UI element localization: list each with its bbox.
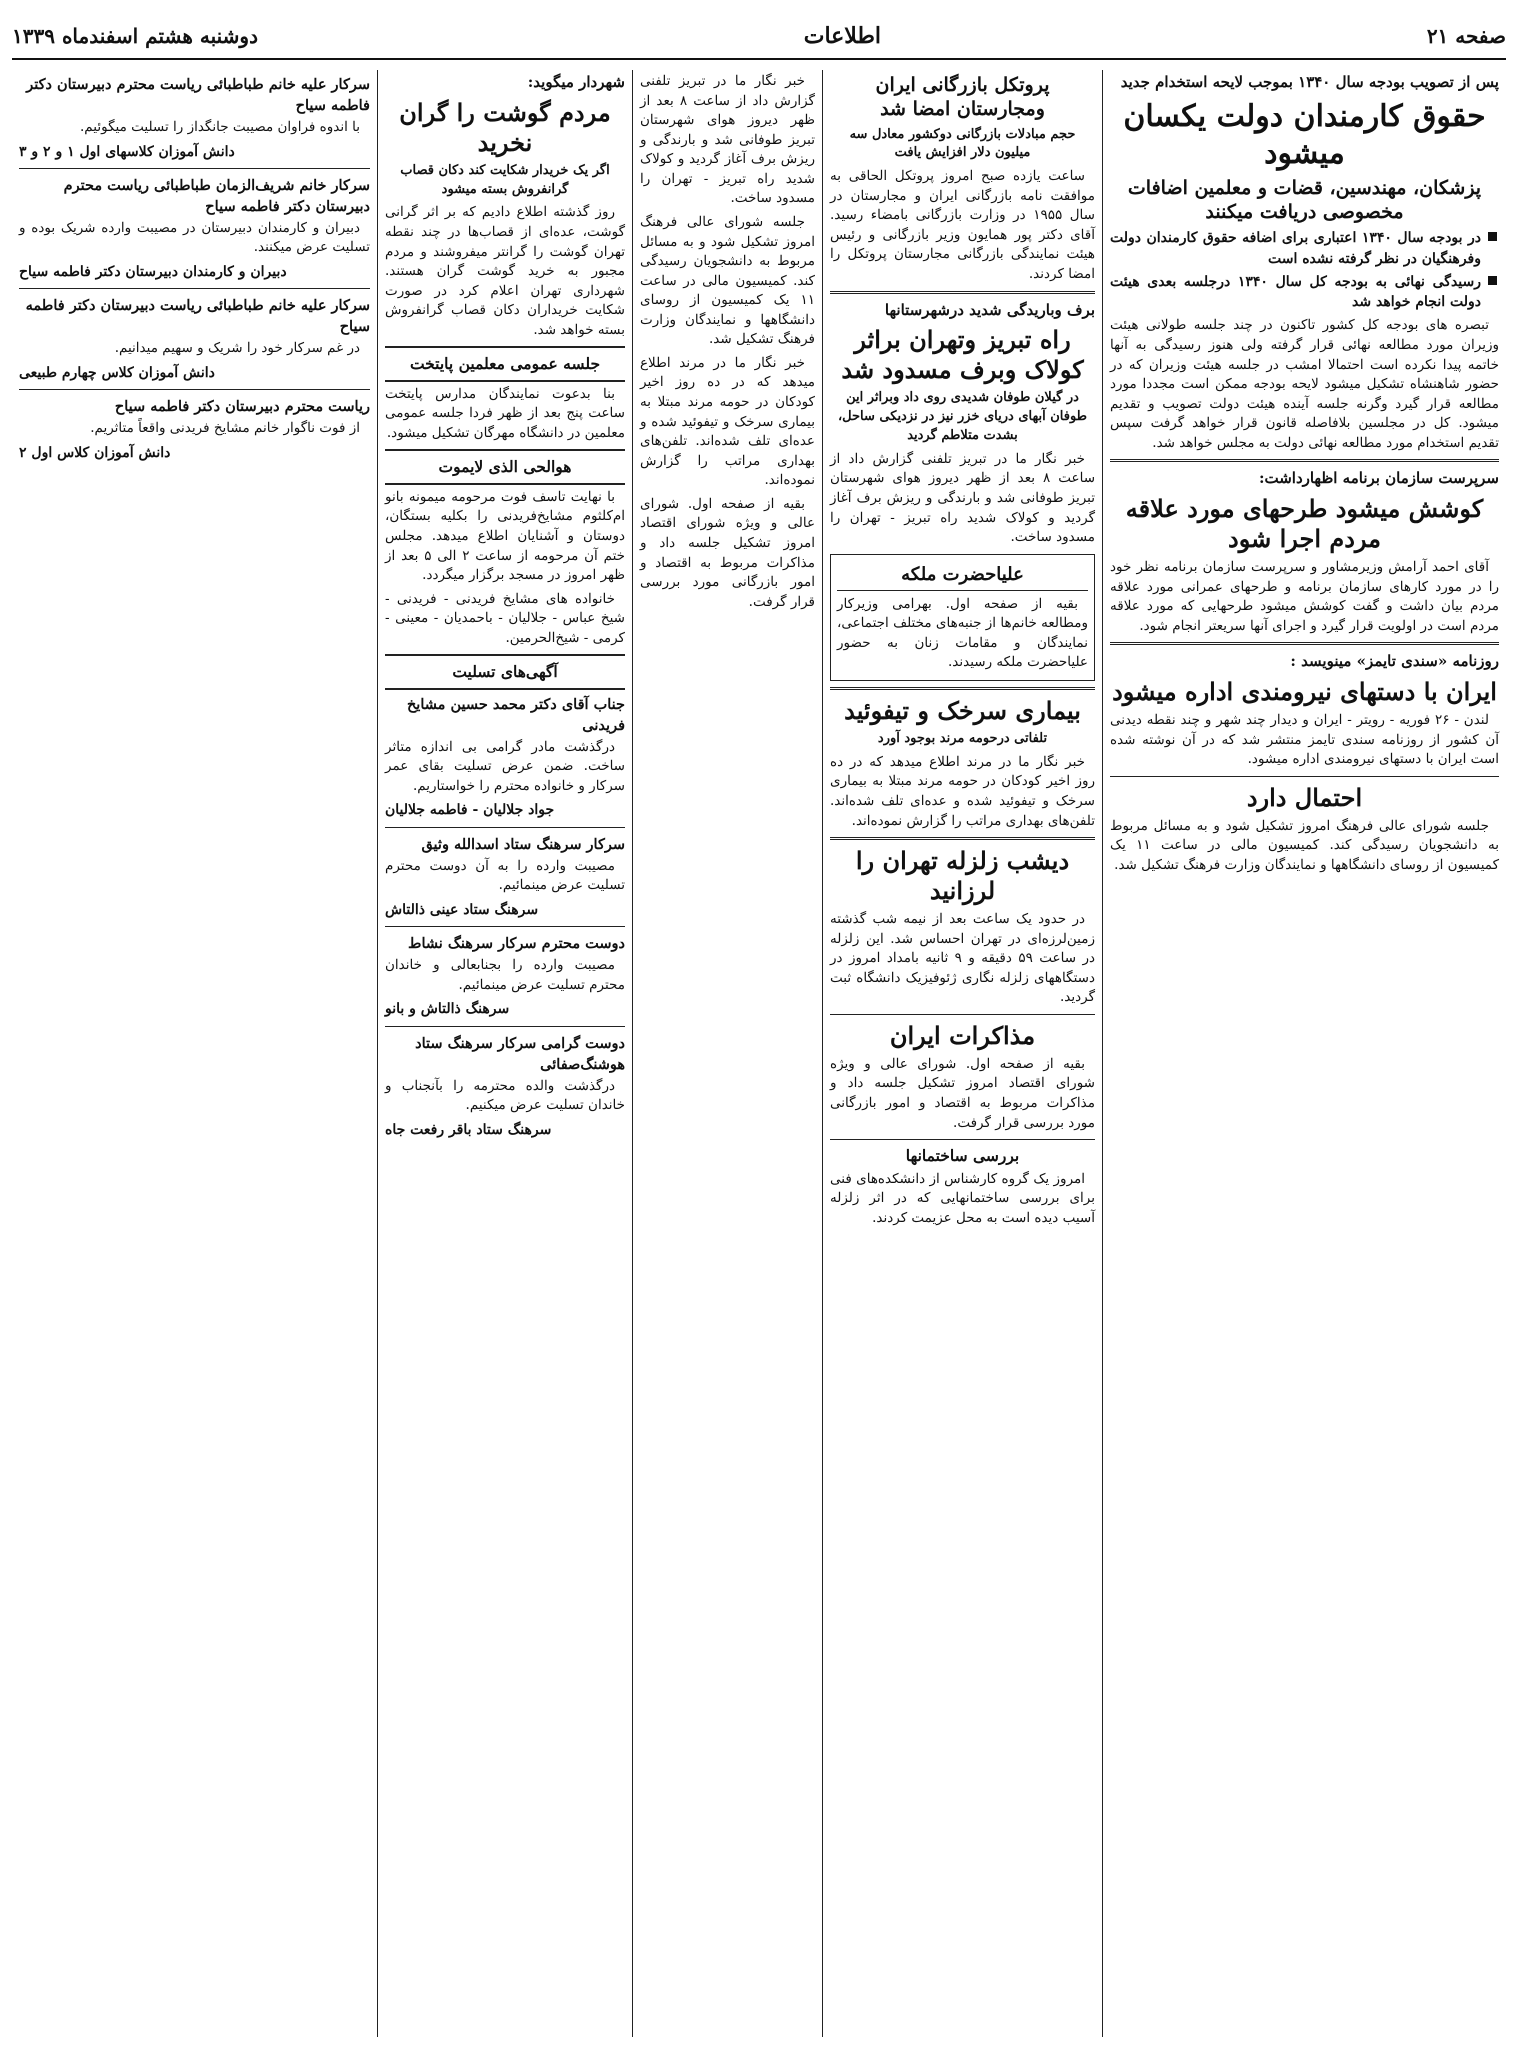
divider [385,1026,625,1027]
condolence-notice [385,694,625,821]
condolence-body: مصیبت وارده را به آن دوست محترم تسلیت عرض مینمائیم. [385,857,625,894]
buildings-headline: بررسی ساختمانها [905,1146,1020,1166]
condolence-body: با اندوه فراوان مصیبت جانگداز را تسلیت میگوئیم. [79,119,360,136]
planning-kicker: سرپرست سازمان برنامه اظهارداشت: [1258,469,1499,488]
column-lead-story [1102,70,1506,2037]
divider [19,168,370,169]
condolence-signature: سرهنگ ذالتاش و بانو [385,1001,510,1018]
continuation-text: خبر نگار ما در تبریز تلفنی گزارش داد از ساعت ۸ بعد از ظهر دیروز هوای شهرستان تبریز طوفانی شد و بارندگی و ریزش برف آغاز گردید و کولاک شدید راه تبریز - تهران را مسدود ساخت. [640,73,815,207]
times-body: لندن - ۲۶ فوریه - رویتر - ایران و دیدار چند شهر و چند نقطه دیدنی آن کشور از روزنامه سندی تایمز منتشر شد که در آن نوشته شده است ایران با دستهای نیرومندی اداره میشود. [1110,712,1499,768]
divider [830,837,1095,840]
snow-kicker: برف وباریدگی شدید درشهرستانها [884,300,1095,319]
probable-body: جلسه شورای عالی فرهنگ امروز تشکیل شود و به مسائل مربوط به دانشجویان رسیدگی کند. کمیسیون مالی در ساعت ۱۱ یک کمیسیون از روسای دانشگاهها و نمایندگان وزارت فرهنگ تشکیل شد. [1110,817,1499,873]
times-kicker: روزنامه «سندی تایمز» مینویسد : [1290,652,1499,671]
condolence-title: سرکار علیه خانم طباطبائی ریاست دبیرستان دکتر فاطمه سیاح [25,297,370,336]
condolence-body: درگذشت والده محترمه را بآنجناب و خاندان تسلیت عرض میکنیم. [385,1077,625,1114]
condolence-notice [19,396,370,463]
condolence-title: سرکار خانم شریف‌الزمان طباطبائی ریاست محترم دبیرستان دکتر فاطمه سیاح [63,176,370,215]
teachers-meeting-body: بنا بدعوت نمایندگان مدارس پایتخت ساعت پنج بعد از ظهر فردا جلسه عمومی معلمین در دانشگاه مهرگان تشکیل میشود. [385,385,625,441]
continuation-text-2: جلسه شورای عالی فرهنگ امروز تشکیل شود و به مسائل مربوط به دانشجویان رسیدگی کند. کمیسیون مالی در ساعت ۱۱ یک کمیسیون از روسای دانشگاهها و نمایندگان وزارت فرهنگ تشکیل شد. [640,213,815,348]
condolence-signature: جواد جلالیان - فاطمه جلالیان [385,802,555,819]
lead-bullets [1110,228,1499,312]
condolence-heading: آگهی‌های تسلیت [452,662,558,682]
condolence-notice [19,295,370,383]
measles-body: خبر نگار ما در مرند اطلاع میدهد که در ده روز اخیر کودکان در حومه مرند مبتلا به بیماری سرخک و تیفوئید شده و عده‌ای تلف شده‌اند. تلفن‌های بهداری مراتب را گزارش نموده‌اند. [830,753,1095,829]
page-number: صفحه ۲۱ [1426,24,1506,48]
planning-body: آقای احمد آرامش وزیرمشاور و سرپرست سازمان برنامه نظر خود را در مورد کارهای سازمان برنامه و طرحهای عمرانی مورد علاقه مردم بیان داشت و گفت کوشش میشود طرحهایی که مورد علاقه مردم است در اولویت قرار گیرد و اجرای آنها سریعتر انجام شود. [1110,559,1499,634]
condolence-notice [385,933,625,1019]
snow-body: خبر نگار ما در تبریز تلفنی گزارش داد از ساعت ۸ بعد از ظهر دیروز هوای شهرستان تبریز طوفانی شد و بارندگی و ریزش برف آغاز گردید و کولاک شدید راه تبریز - تهران را مسدود ساخت. [830,450,1096,546]
condolence-body: درگذشت مادر گرامی بی اندازه متاثر ساخت. ضمن عرض تسلیت بقای عمر سرکار و خانواده محترم را خواستاریم. [385,738,625,794]
column-continuations [632,70,822,2037]
probable-headline: احتمال دارد [1246,782,1363,812]
divider [830,1139,1095,1140]
condolence-notice [19,175,370,282]
measles-headline: بیماری سرخک و تیفوئید [844,696,1081,725]
columns [12,70,1506,2037]
measles-subheadline: تلفاتی درحومه مرند بوجود آورد [877,731,1048,746]
condolence-title: دوست محترم سرکار سرهنگ نشاط [408,935,625,953]
planning-headline: کوشش میشود طرحهای مورد علاقه مردم اجرا شود [1125,494,1484,554]
queen-headline: علیاحضرت ملکه [837,562,1088,591]
lead-body: تبصره های بودجه کل کشور تاکنون در چند جلسه طولانی هیئت وزیران مورد مطالعه نهائی قرار گرفته ولی هنوز رسیدگی به آنها خاتمه پیدا نکرده است احتمالا امشب در جلسه هیئت وزیران که در حضور شاهنشاه تشکیل میشود لایحه بودجه ممکن است مجددا مورد مطالعه قرار گیرد وگرنه جلسه آینده هیئت دولت تصویب و تقدیم میشود. کل در مجلسین بلافاصله قانون قرار خواهد گرفت سپس تقدیم استخدام مورد مطالعه نهائی دولت به مجلس خواهد شد. [1110,317,1499,451]
issue-date: دوشنبه هشتم اسفندماه ۱۳۳۹ [12,24,258,48]
condolence-title: ریاست محترم دبیرستان دکتر فاطمه سیاح [114,398,370,416]
condolence-title: جناب آقای دکتر محمد حسین مشایخ فریدنی [406,695,625,734]
queen-inset [830,554,1095,681]
divider [19,288,370,289]
quake-headline: دیشب زلزله تهران را لرزانید [855,846,1070,906]
condolence-notice [385,1033,625,1140]
divider [19,389,370,390]
talks-headline: مذاکرات ایران [889,1020,1036,1050]
divider [1110,459,1499,462]
meat-kicker: شهردار میگوید: [527,73,625,91]
trade-subheadline: حجم مبادلات بازرگانی دوکشور معادل سه میلیون دلار افزایش یافت [849,126,1076,161]
condolence-body: مصیبت وارده را بجنابعالی و خاندان محترم تسلیت عرض مینمائیم. [385,957,625,993]
obituary-heading: هوالحی الذی لایموت [438,457,572,477]
divider [830,687,1095,690]
meat-subheadline: اگر یک خریدار شکایت کند دکان قصاب گرانفروش بسته میشود [400,162,610,197]
condolence-signature: دانش آموزان کلاسهای اول ۱ و ۲ و ۳ [19,143,235,160]
obituary-body: با نهایت تاسف فوت مرحومه میمونه بانو ام‌کلثوم مشایخ‌فریدنی را بکلیه بستگان، دوستان و آشنایان اطلاع میدهد. مجلس ختم آن مرحومه از ساعت ۲ الی ۵ بعد از ظهر امروز در مسجد برگزار میگردد. [385,488,626,584]
lead-headline: حقوق کارمندان دولت یکسان میشود [1123,98,1486,172]
meat-headline: مردم گوشت را گران نخرید [399,97,611,157]
condolence-signature: دانش آموزان کلاس چهارم طبیعی [19,364,215,381]
condolence-notice [19,74,370,162]
lead-bullet-1: در بودجه سال ۱۳۴۰ اعتباری برای اضافه حقوق کارمندان دولت وفرهنگیان در نظر گرفته نشده است [1110,228,1481,269]
snow-subheadline: در گیلان طوفان شدیدی روی داد وبراثر این طوفان آبهای دریای خزر نیز در نزدیکی ساحل، بشدت متلاطم گردید [837,390,1088,443]
divider [830,291,1095,294]
divider [385,926,625,927]
obituary-families: خانواده های مشایخ فریدنی - فریدنی - شیخ عباس - جلالیان - باحمدیان - معینی - کرمی - شیخ‌الحرمین. [385,590,625,646]
meat-body: روز گذشته اطلاع دادیم که بر اثر گرانی گوشت، عده‌ای از قصاب‌ها در چند نقطه تهران گوشت را گرانتر میفروشند و مردم مجبور به خرید گوشت گران هستند. شهرداری تهران اعلام کرد در صورت شکایت خریداران دکان قصاب گرانفروش بسته خواهد شد. [385,204,625,338]
condolence-body: در غم سرکار خود را شریک و سهیم میدانیم. [114,340,360,357]
column-condolences [12,70,377,2037]
condolence-signature: سرهنگ ستاد باقر رفعت جاه [385,1121,552,1138]
teachers-meeting-heading: جلسه عمومی معلمین پایتخت [409,354,601,374]
buildings-body: امروز یک گروه کارشناس از دانشکده‌های فنی برای بررسی ساختمانهایی که در اثر زلزله آسیب دیده است به محل عزیمت کردند. [830,1170,1095,1226]
times-headline: ایران با دستهای نیرومندی اداره میشود [1112,677,1497,707]
trade-body: ساعت یازده صبح امروز پروتکل الحاقی به موافقت نامه بازرگانی ایران و مجارستان در سال ۱۹۵۵ در وزارت بازرگانی بامضاء رسید. آقای دکتر پور همایون وزیر بازرگانی و رئیس هیئت نمایندگی بازرگانی مجارستان پروتکل را امضا کردند. [830,168,1095,282]
lead-bullet-2: رسیدگی نهائی به بودجه کل سال ۱۳۴۰ درجلسه بعدی هیئت دولت انجام خواهد شد [1110,272,1481,313]
lead-kicker: پس از تصویب بودجه سال ۱۳۴۰ بموجب لایحه استخدام جدید [1120,73,1499,91]
condolence-body: دبیران و کارمندان دبیرستان در مصیبت وارده شریک بوده و تسلیت عرض میکنند. [19,219,370,256]
condolence-title: سرکار علیه خانم طباطبائی ریاست محترم دبیرستان دکتر فاطمه سیاح [26,76,370,115]
condolence-signature: دبیران و کارمندان دبیرستان دکتر فاطمه سیاح [19,264,287,281]
newspaper-name: اطلاعات [803,23,882,49]
trade-headline: پروتکل بازرگانی ایران ومجارستان امضا شد [875,74,1050,120]
column-trade-weather [822,70,1102,2037]
condolence-notice [385,834,625,920]
continuation-text-3: خبر نگار ما در مرند اطلاع میدهد که در ده روز اخیر کودکان در حومه مرند مبتلا به بیماری سرخک و تیفوئید شده و عده‌ای تلف شده‌اند. تلفن‌های بهداری مراتب را گزارش نموده‌اند. [640,354,815,489]
lead-subheadline: پزشکان، مهندسین، قضات و معلمین اضافات مخصوصی دریافت میکنند [1127,176,1482,223]
divider [1110,776,1499,777]
snow-headline: راه تبریز وتهران براثر کولاک وبرف مسدود شد [841,325,1084,385]
condolence-body: از فوت ناگوار خانم مشایخ فریدنی واقعاً متاثریم. [90,420,360,437]
divider [385,827,625,828]
continuation-text-4: بقیه از صفحه اول. شورای عالی و ویژه شورای اقتصاد امروز تشکیل جلسه داد و مذاکرات مربوط به اقتصاد و امور بازرگانی مورد بررسی قرار گرفت. [640,495,815,610]
talks-body: بقیه از صفحه اول. شورای عالی و ویژه شورای اقتصاد امروز تشکیل جلسه داد و مذاکرات مربوط به اقتصاد و امور بازرگانی مورد بررسی قرار گرفت. [830,1055,1095,1131]
queen-body: بقیه از صفحه اول. بهرامی وزیرکار ومطالعه خانم‌ها از جنبه‌های مختلف اجتماعی، نمایندگان و مقامات زنان به حضور علیاحضرت ملکه رسیدند. [837,595,1088,671]
divider [830,1014,1095,1015]
condolence-title: سرکار سرهنگ ستاد اسدالله وثیق [421,835,625,853]
page-header [12,14,1506,60]
condolence-signature: سرهنگ ستاد عینی ذالتاش [385,901,539,918]
quake-body: در حدود یک ساعت بعد از نیمه شب گذشته زمین‌لرزه‌ای در تهران احساس شد. این زلزله در ساعت ۵۹ دقیقه و ۹ ثانیه بامداد امروز در دستگاههای زلزله نگاری ژئوفیزیک دانشگاه ثبت گردید. [830,911,1095,1006]
condolence-signature: دانش آموزان کلاس اول ۲ [19,444,171,461]
condolence-title: دوست گرامی سرکار سرهنگ ستاد هوشنگ‌صفائی [415,1034,625,1073]
divider [1110,642,1499,645]
column-meat-notices [377,70,632,2037]
